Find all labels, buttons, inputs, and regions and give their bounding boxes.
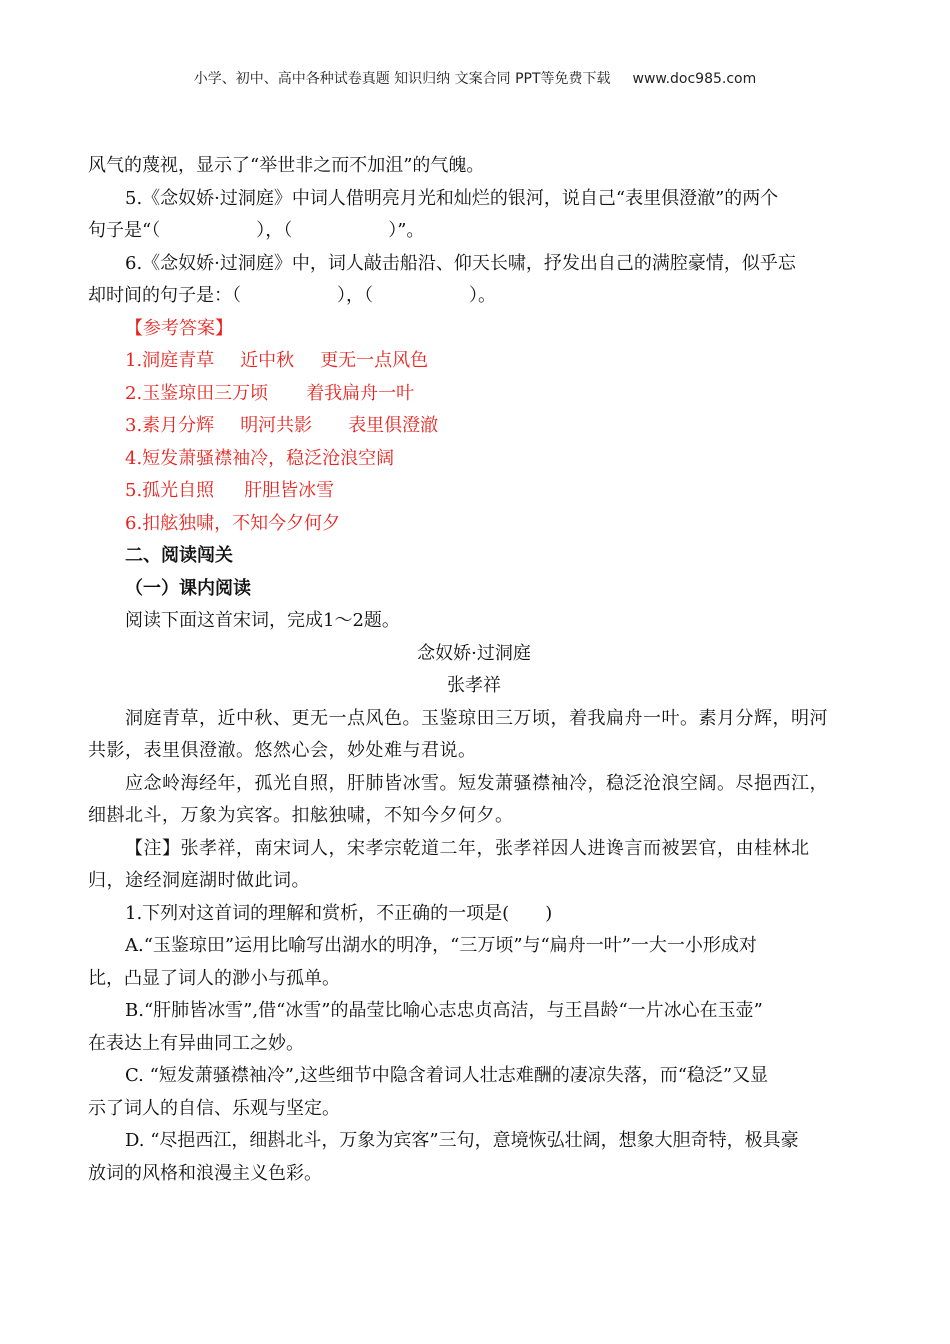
- answer-title: 【参考答案】: [125, 317, 233, 339]
- option-d-cont: 放词的风格和浪漫主义色彩。: [88, 1162, 322, 1184]
- answer-4: 4.短发萧骚襟袖冷，稳泛沧浪空阔: [125, 447, 395, 469]
- poem-author: 张孝祥: [447, 675, 501, 696]
- option-c-cont: 示了词人的自信、乐观与坚定。: [88, 1097, 340, 1119]
- option-d: D. “尽挹西江，细斟北斗，万象为宾客”三句，意境恢弘壮阔，想象大胆奇特，极具豪: [125, 1130, 799, 1151]
- page-header: [0, 68, 950, 88]
- text-line: 风气的蔑视，显示了“举世非之而不加沮”的气魄。: [88, 155, 485, 176]
- option-c: C. “短发萧骚襟袖冷”,这些细节中隐含着词人壮志难酬的凄凉失落，而“稳泛”又显: [125, 1065, 769, 1086]
- section-subtitle: （一）课内阅读: [125, 577, 251, 599]
- section-intro: 阅读下面这首宋词，完成1～2题。: [125, 610, 400, 631]
- answer-1: 1.洞庭青草 近中秋 更无一点风色: [125, 350, 429, 371]
- answer-6: 6.扣舷独啸，不知今夕何夕: [125, 512, 341, 534]
- question-5: 5.《念奴娇·过洞庭》中词人借明亮月光和灿烂的银河，说自己“表里俱澄澈”的两个: [125, 187, 779, 209]
- poem-line: 细斟北斗，万象为宾客。扣舷独啸，不知今夕何夕。: [88, 805, 514, 826]
- header-text: 小学、初中、高中各种试卷真题 知识归纳 文案合同 PPT等免费下载: [193, 71, 611, 87]
- section-title: 二、阅读闯关: [125, 545, 233, 566]
- poem-line: 共影，表里俱澄澈。悠然心会，妙处难与君说。: [88, 740, 477, 761]
- question-5-blanks: 句子是“（ ），（ ）”。: [88, 220, 425, 241]
- answer-2: 2.玉鉴琼田三万顷 着我扁舟一叶: [125, 382, 415, 404]
- poem-note: 归，途经洞庭湖时做此词。: [88, 870, 310, 891]
- poem-note: 【注】张孝祥，南宋词人，宋孝宗乾道二年，张孝祥因人进谗言而被罢官，由桂林北: [125, 837, 810, 859]
- option-b: B.“肝肺皆冰雪”,借“冰雪”的晶莹比喻心志忠贞高洁，与王昌龄“一片冰心在玉壶”: [125, 1000, 763, 1021]
- poem-line: 洞庭青草，近中秋、更无一点风色。玉鉴琼田三万顷，着我扁舟一叶。素月分辉，明河: [125, 707, 828, 729]
- option-a: A.“玉鉴琼田”运用比喻写出湖水的明净，“三万顷”与“扁舟一叶”一大一小形成对: [125, 935, 757, 956]
- question-6: 6.《念奴娇·过洞庭》中，词人敲击船沿、仰天长啸，抒发出自己的满腔豪情，似乎忘: [125, 252, 796, 274]
- poem-line: 应念岭海经年，孤光自照，肝肺皆冰雪。短发萧骚襟袖冷，稳泛沧浪空阔。尽挹西江，: [125, 772, 828, 794]
- question-6-blanks: 却时间的句子是：（ ），（ ）。: [88, 285, 496, 306]
- option-b-cont: 在表达上有异曲同工之妙。: [88, 1032, 304, 1054]
- document-body: [88, 150, 860, 1190]
- answer-3: 3.素月分辉 明河共影 表里俱澄澈: [125, 415, 439, 436]
- poem-title: 念奴娇·过洞庭: [417, 642, 531, 664]
- answer-5: 5.孤光自照 肝胆皆冰雪: [125, 480, 335, 501]
- header-url: www.doc985.com: [632, 71, 757, 87]
- question-stem: 1.下列对这首词的理解和赏析，不正确的一项是( ): [125, 902, 553, 924]
- option-a-cont: 比，凸显了词人的渺小与孤单。: [88, 967, 340, 989]
